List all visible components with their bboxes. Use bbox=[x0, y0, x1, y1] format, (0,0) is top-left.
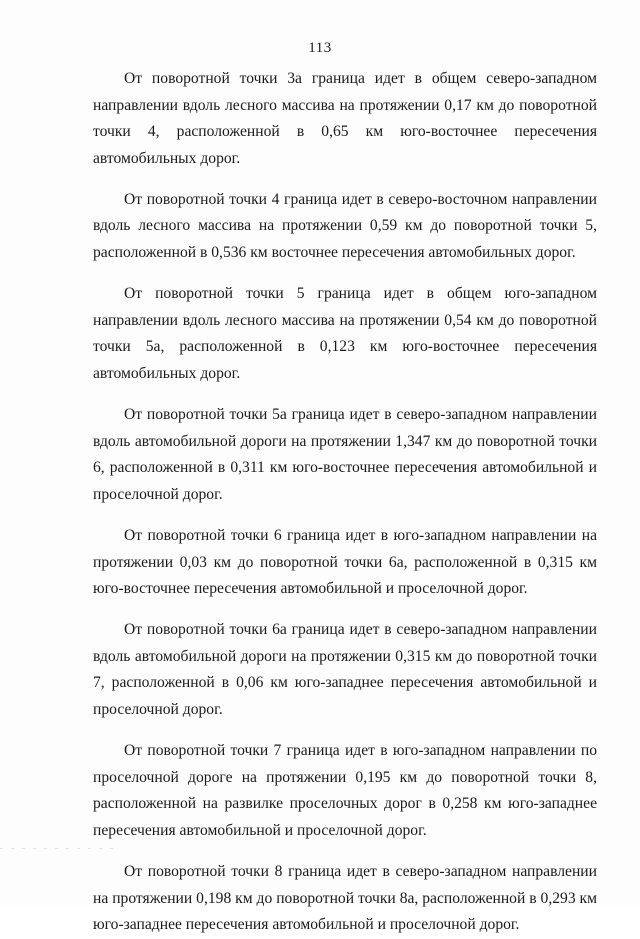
paragraph: От поворотной точки 6а граница идет в северо-западном направлении вдоль автомобильной дороги на протяжении 0,315 км до поворотной точки 7, расположенной в 0,06 км юго-западнее пересечения автомобильной и проселочной дорог. bbox=[93, 621, 597, 718]
document-body bbox=[93, 66, 597, 939]
paragraph: От поворотной точки 6 граница идет в юго-западном направлении на протяжении 0,03 км до поворотной точки 6а, расположенной в 0,315 км юго-восточнее пересечения автомобильной и проселочной дорог. bbox=[93, 526, 597, 598]
scan-artifact bbox=[0, 848, 120, 849]
paragraph: От поворотной точки 8 граница идет в северо-западном направлении на протяжении 0,198 км до поворотной точки 8а, расположенной в 0,293 км юго-западнее пересечения автомобильной и проселочной дорог. bbox=[93, 862, 597, 934]
paragraph: От поворотной точки 3а граница идет в общем северо-западном направлении вдоль лесного массива на протяжении 0,17 км до поворотной точки 4, расположенной в 0,65 км юго-восточнее пересечения автомобильных дорог. bbox=[93, 70, 597, 167]
paragraph: От поворотной точки 5 граница идет в общем юго-западном направлении вдоль лесного массива на протяжении 0,54 км до поворотной точки 5а, расположенной в 0,123 км юго-восточнее пересечения автомобильных дорог. bbox=[93, 285, 597, 382]
paragraph: От поворотной точки 7 граница идет в юго-западном направлении по проселочной дороге на протяжении 0,195 км до поворотной точки 8, расположенной на развилке проселочных дорог в 0,258 км юго-западнее пересечения автомобильной и проселочной дорог. bbox=[93, 742, 597, 839]
page-number: 113 bbox=[308, 40, 332, 56]
paragraph: От поворотной точки 5а граница идет в северо-западном направлении вдоль автомобильной дороги на протяжении 1,347 км до поворотной точки 6, расположенной в 0,311 км юго-восточнее пересечения автомобильной и проселочной дорог. bbox=[93, 406, 597, 503]
paragraph: От поворотной точки 4 граница идет в северо-восточном направлении вдоль лесного массива на протяжении 0,59 км до поворотной точки 5, расположенной в 0,536 км восточнее пересечения автомобильных дорог. bbox=[93, 190, 597, 262]
